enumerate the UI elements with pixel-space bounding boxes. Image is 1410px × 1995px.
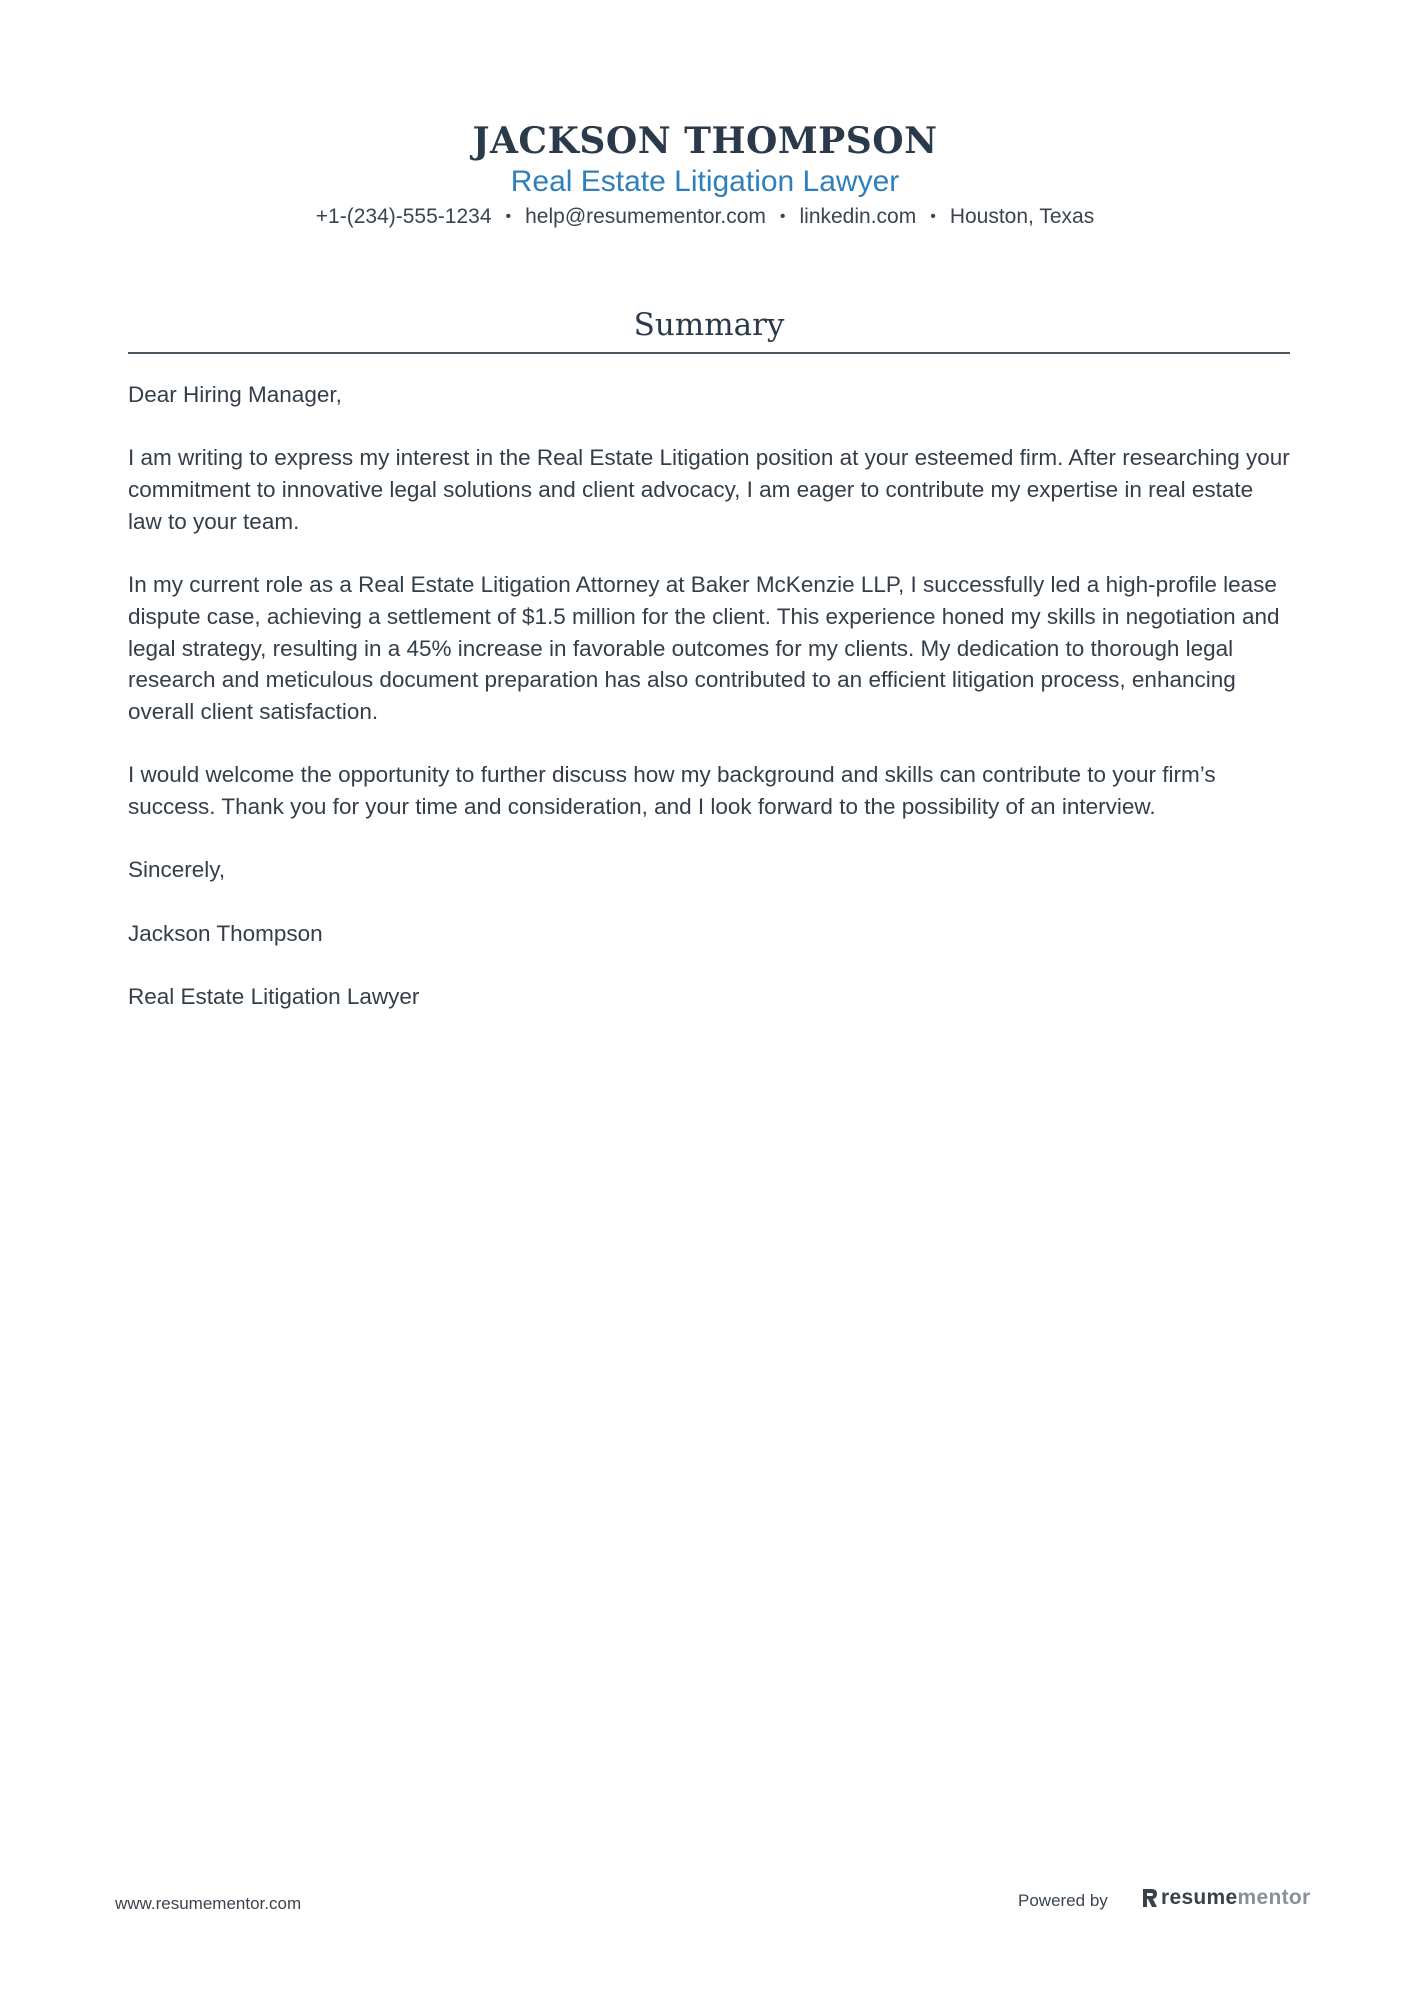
cover-letter-body	[128, 379, 1293, 1045]
footer-website-link[interactable]: www.resumementor.com	[115, 1894, 302, 1913]
location: Houston, Texas	[949, 205, 1095, 228]
separator-dot: •	[779, 208, 786, 225]
brand-wordmark-bold: resume	[1161, 1886, 1238, 1909]
email-address[interactable]: help@resumementor.com	[525, 205, 766, 228]
section-heading-summary: Summary	[633, 307, 785, 343]
contact-line	[0, 202, 1410, 234]
section-divider	[128, 352, 1290, 354]
powered-by-label: Powered by	[1018, 1891, 1108, 1910]
letter-paragraph: I would welcome the opportunity to further discuss how my background and skills can contribute to your firm’s success. Thank you for your time and consideration, and I look forward to the possibility of an interview.	[128, 762, 1216, 820]
job-title: Real Estate Litigation Lawyer	[510, 165, 900, 198]
separator-dot: •	[505, 208, 512, 225]
candidate-name: JACKSON THOMPSON	[472, 120, 938, 162]
brand-wordmark	[1161, 1886, 1311, 1910]
linkedin-link[interactable]: linkedin.com	[799, 205, 917, 228]
separator-dot: •	[930, 208, 936, 225]
signature-title: Real Estate Litigation Lawyer	[128, 984, 420, 1010]
brand-logo[interactable]	[1141, 1886, 1311, 1910]
phone-number: +1-(234)-555-1234	[315, 205, 492, 228]
letter-paragraph: In my current role as a Real Estate Litigation Attorney at Baker McKenzie LLP, I successfully led a high-profile lease dispute case, achieving a settlement of $1.5 million for the client. This experience honed my skills in negotiation and legal strategy, resulting in a 45% increase in favorable outcomes for my clients. My dedication to thorough legal research and meticulous document preparation has also contributed to an efficient litigation process, enhancing overall client satisfaction.	[128, 572, 1280, 724]
brand-wordmark-light: mentor	[1237, 1886, 1311, 1909]
letter-paragraph: I am writing to express my interest in the Real Estate Litigation position at your esteemed firm. After researching your commitment to innovative legal solutions and client advocacy, I am eager to contribute my expertise in real estate law to your team.	[128, 445, 1290, 534]
salutation: Dear Hiring Manager,	[128, 382, 342, 407]
resumementor-logo-icon	[1141, 1887, 1158, 1909]
closing: Sincerely,	[128, 857, 226, 883]
resume-header	[0, 118, 1410, 234]
signature-name: Jackson Thompson	[128, 920, 323, 946]
